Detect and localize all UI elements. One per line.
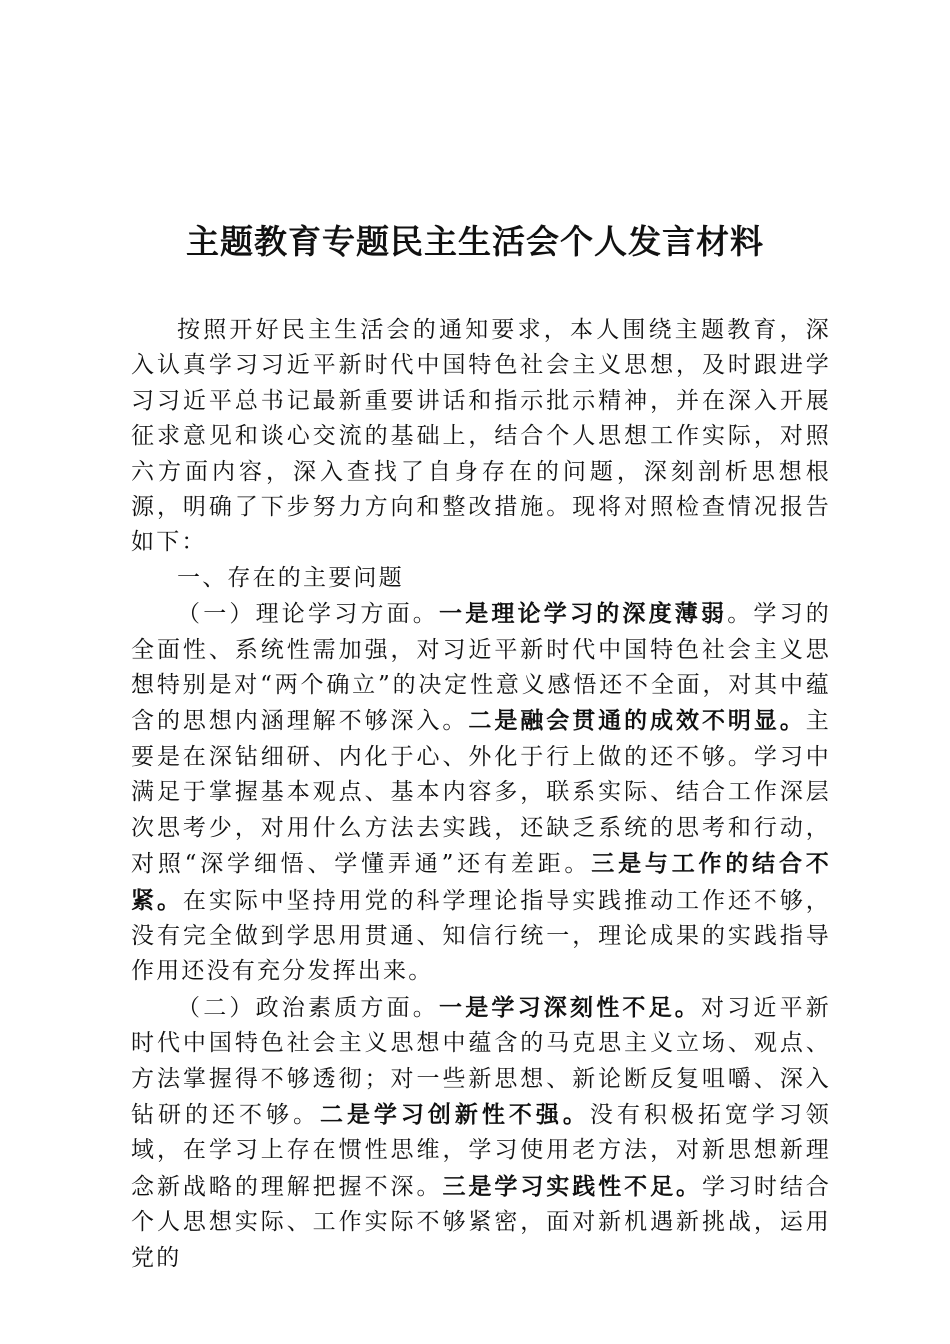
point-title: 二是融会贯通的成效不明显。 (468, 707, 806, 735)
subsection-lead-theory: （一）理论学习方面。 (177, 601, 439, 628)
paragraph-political-quality (131, 990, 831, 1276)
subsection-lead-political: （二）政治素质方面。 (177, 994, 439, 1021)
point-text: 。学习的全面性、系统性需加强，对习近平新时代中国特色社会主义思想特别是对“两个确立”的决定性意义感悟还不全面，对其中蕴含的思想内涵理解不够深入。 (131, 601, 832, 735)
point-text: 对习近平新时代中国特色社会主义思想中蕴含的马克思主义立场、观点、方法掌握得不够透彻；对一些新思想、新论断反复咀嚼、深入钻研的还不够。 (131, 994, 831, 1128)
document-body (131, 313, 831, 1276)
section-heading-problems: 一、存在的主要问题 (177, 564, 404, 591)
point-title: 一是学习深刻性不足。 (439, 993, 701, 1021)
point-title: 三是与工作的结合不紧。 (131, 850, 831, 914)
paragraph-theory-study (131, 596, 831, 989)
point-title: 二是学习创新性不强。 (319, 1100, 590, 1128)
point-text: 没有积极拓宽学习领域，在学习上存在惯性思维，学习使用老方法，对新思想新理念新战略的理解把握不深。 (131, 1101, 832, 1200)
intro-paragraph: 按照开好民主生活会的通知要求，本人围绕主题教育，深入认真学习习近平新时代中国特色社会主义思想，及时跟进学习习近平总书记最新重要讲话和指示批示精神，并在深入开展征求意见和谈心交流的基础上，结合个人思想工作实际，对照六方面内容，深入查找了自身存在的问题，深刻剖析思想根源，明确了下步努力方向和整改措施。现将对照检查情况报告如下： (131, 317, 831, 556)
point-text: 主要是在深钻细研、内化于心、外化于行上做的还不够。学习中满足于掌握基本观点、基本内容多，联系实际、结合工作深层次思考少，对用什么方法去实践，还缺乏系统的思考和行动，对照“深学细悟、学懂弄通”还有差距。 (131, 708, 831, 878)
point-text: 学习时结合个人思想实际、工作实际不够紧密，面对新机遇新挑战，运用党的 (131, 1173, 832, 1271)
point-text: 在实际中坚持用党的科学理论指导实践推动工作还不够，没有完全做到学思用贯通、知信行统一，理论成果的实践指导作用还没有充分发挥出来。 (131, 887, 832, 985)
point-title: 一是理论学习的深度薄弱 (439, 600, 728, 628)
document-title: 主题教育专题民主生活会个人发言材料 (186, 222, 764, 261)
point-title: 三是学习实践性不足。 (442, 1172, 702, 1200)
